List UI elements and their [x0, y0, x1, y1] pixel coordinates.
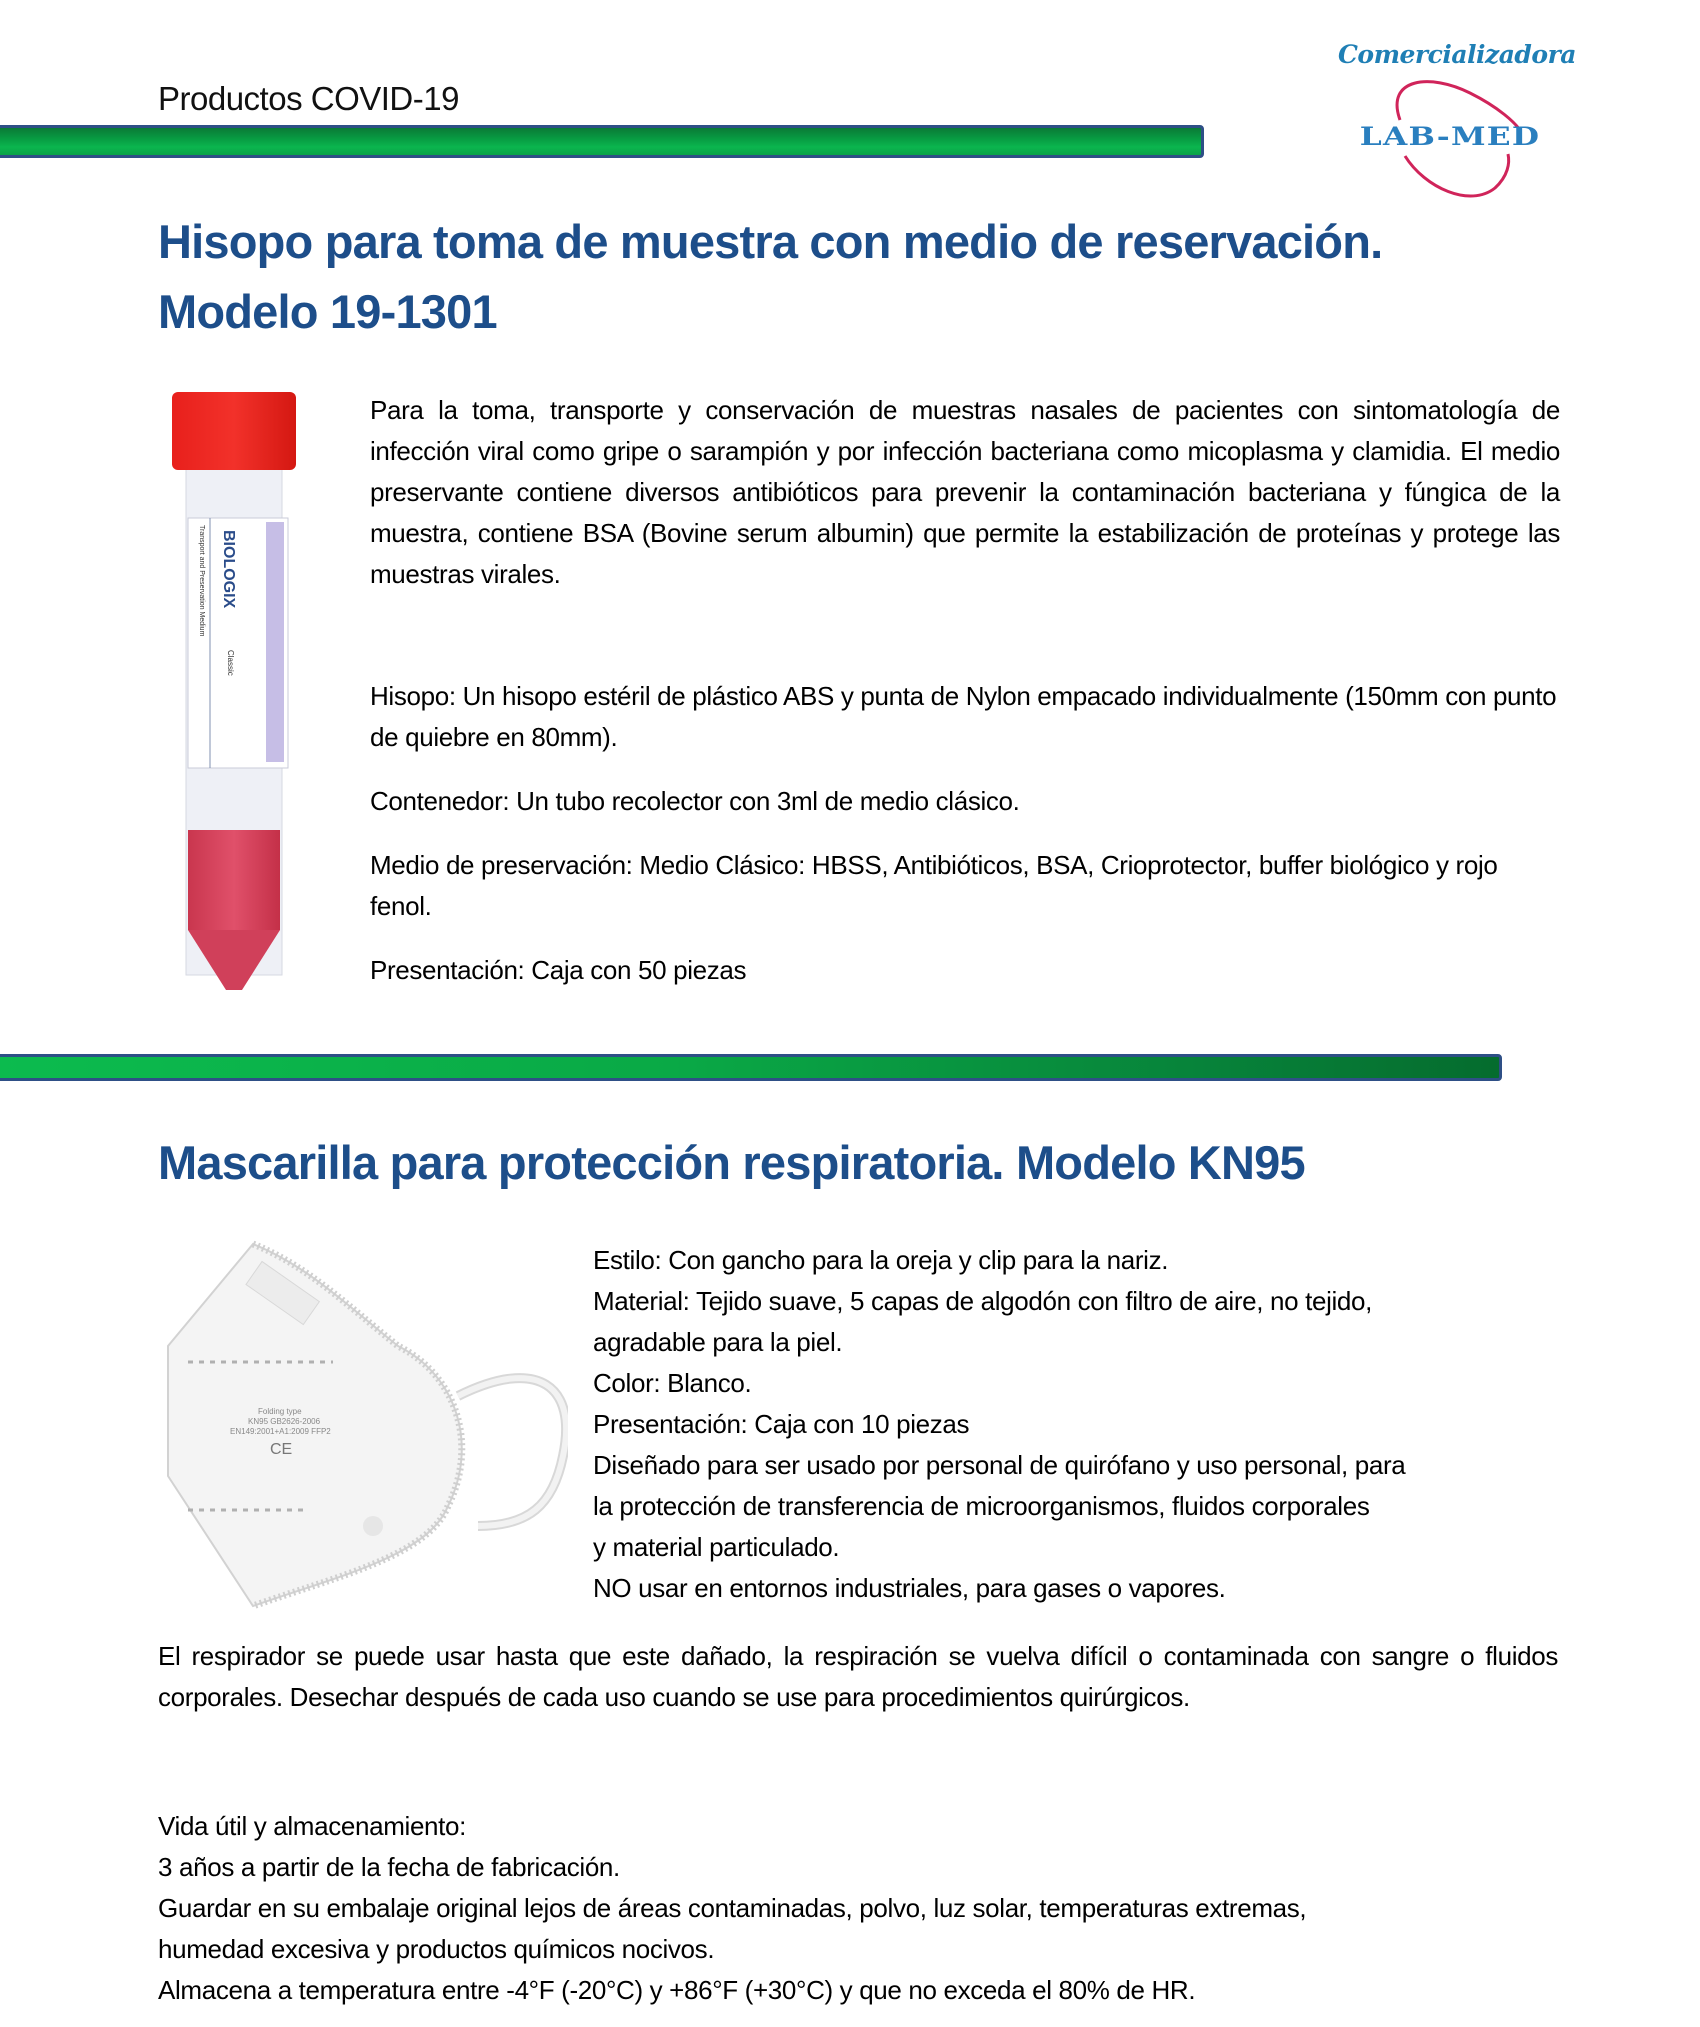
- product2-title: Mascarilla para protección respiratoria. Modelo KN95: [158, 1136, 1305, 1189]
- feature-design-cont1: la protección de transferencia de microorganismos, fluidos corporales: [593, 1491, 1370, 1521]
- feature-warning: NO usar en entornos industriales, para gases o vapores.: [593, 1573, 1226, 1603]
- feature-presentation: Presentación: Caja con 10 piezas: [593, 1409, 970, 1439]
- mask-print-line1: Folding type: [258, 1407, 302, 1416]
- feature-color: Color: Blanco.: [593, 1368, 752, 1398]
- product1-title-line2: Modelo 19-1301: [158, 285, 497, 338]
- feature-design: Diseñado para ser usado por personal de quirófano y uso personal, para: [593, 1450, 1406, 1480]
- feature-material-cont: agradable para la piel.: [593, 1327, 843, 1357]
- storage-shelf-life: 3 años a partir de la fecha de fabricación.: [158, 1852, 620, 1882]
- spec-container: Contenedor: Un tubo recolector con 3ml de medio clásico.: [370, 786, 1020, 816]
- storage-conditions-cont: humedad excesiva y productos químicos nocivos.: [158, 1934, 715, 1964]
- svg-text:Classic: Classic: [226, 650, 235, 676]
- spec-presentation: Presentación: Caja con 50 piezas: [370, 955, 747, 985]
- storage-temperature: Almacena a temperatura entre -4°F (-20°C) y +86°F (+30°C) y que no exceda el 80% de HR.: [158, 1975, 1196, 2005]
- company-logo: [1330, 38, 1576, 203]
- storage-info: [158, 1806, 1558, 2011]
- feature-design-cont2: y material particulado.: [593, 1532, 840, 1562]
- kn95-mask-image: [158, 1236, 568, 1616]
- feature-style: Estilo: Con gancho para la oreja y clip para la nariz.: [593, 1245, 1169, 1275]
- storage-heading: Vida útil y almacenamiento:: [158, 1811, 467, 1841]
- usage-note: El respirador se puede usar hasta que este dañado, la respiración se vuelva difícil o contaminada con sangre o fluidos corporales. Desechar después de cada uso cuando se use para procedimientos quirúrgicos.: [158, 1641, 1558, 1712]
- svg-text:Transport and Preservation Med: Transport and Preservation Medium: [198, 525, 205, 637]
- product1-title-line1: Hisopo para toma de muestra con medio de reservación.: [158, 215, 1383, 268]
- spec-swab: Hisopo: Un hisopo estéril de plástico ABS y punta de Nylon empacado individualmente (150mm con punto de quiebre en 80mm).: [370, 681, 1557, 752]
- logo-tagline: Comercializadora: [1338, 40, 1576, 69]
- mask-print-line2: KN95 GB2626-2006: [248, 1417, 321, 1426]
- product1-title: [158, 207, 1608, 347]
- mask-print-line3: EN149:2001+A1:2009 FFP2: [230, 1427, 331, 1436]
- spec-medium: Medio de preservación: Medio Clásico: HBSS, Antibióticos, BSA, Crioprotector, buffer biológico y rojo fenol.: [370, 850, 1498, 921]
- tube-brand-label: BIOLOGIX: [220, 530, 237, 609]
- logo-name: LAB-MED: [1359, 122, 1541, 151]
- mask-features-list: [593, 1240, 1563, 1609]
- feature-material: Material: Tejido suave, 5 capas de algodón con filtro de aire, no tejido,: [593, 1286, 1373, 1316]
- storage-conditions: Guardar en su embalaje original lejos de áreas contaminadas, polvo, luz solar, temperaturas extremas,: [158, 1893, 1307, 1923]
- section-label: Productos COVID-19: [158, 80, 459, 117]
- product1-description: Para la toma, transporte y conservación de muestras nasales de pacientes con sintomatología de infección viral como gripe o sarampión y por infección bacteriana como micoplasma y clamidia. El medio preservante contiene diversos antibióticos para prevenir la contaminación bacteriana y fúngica de la muestra, contiene BSA (Bovine serum albumin) que permite la estabilización de proteínas y protege las muestras virales.: [370, 395, 1560, 589]
- header-divider-bar: [0, 125, 1204, 158]
- ce-mark-icon: CE: [270, 1441, 293, 1458]
- sample-tube-image: [170, 390, 300, 995]
- section-divider-bar: [0, 1054, 1502, 1081]
